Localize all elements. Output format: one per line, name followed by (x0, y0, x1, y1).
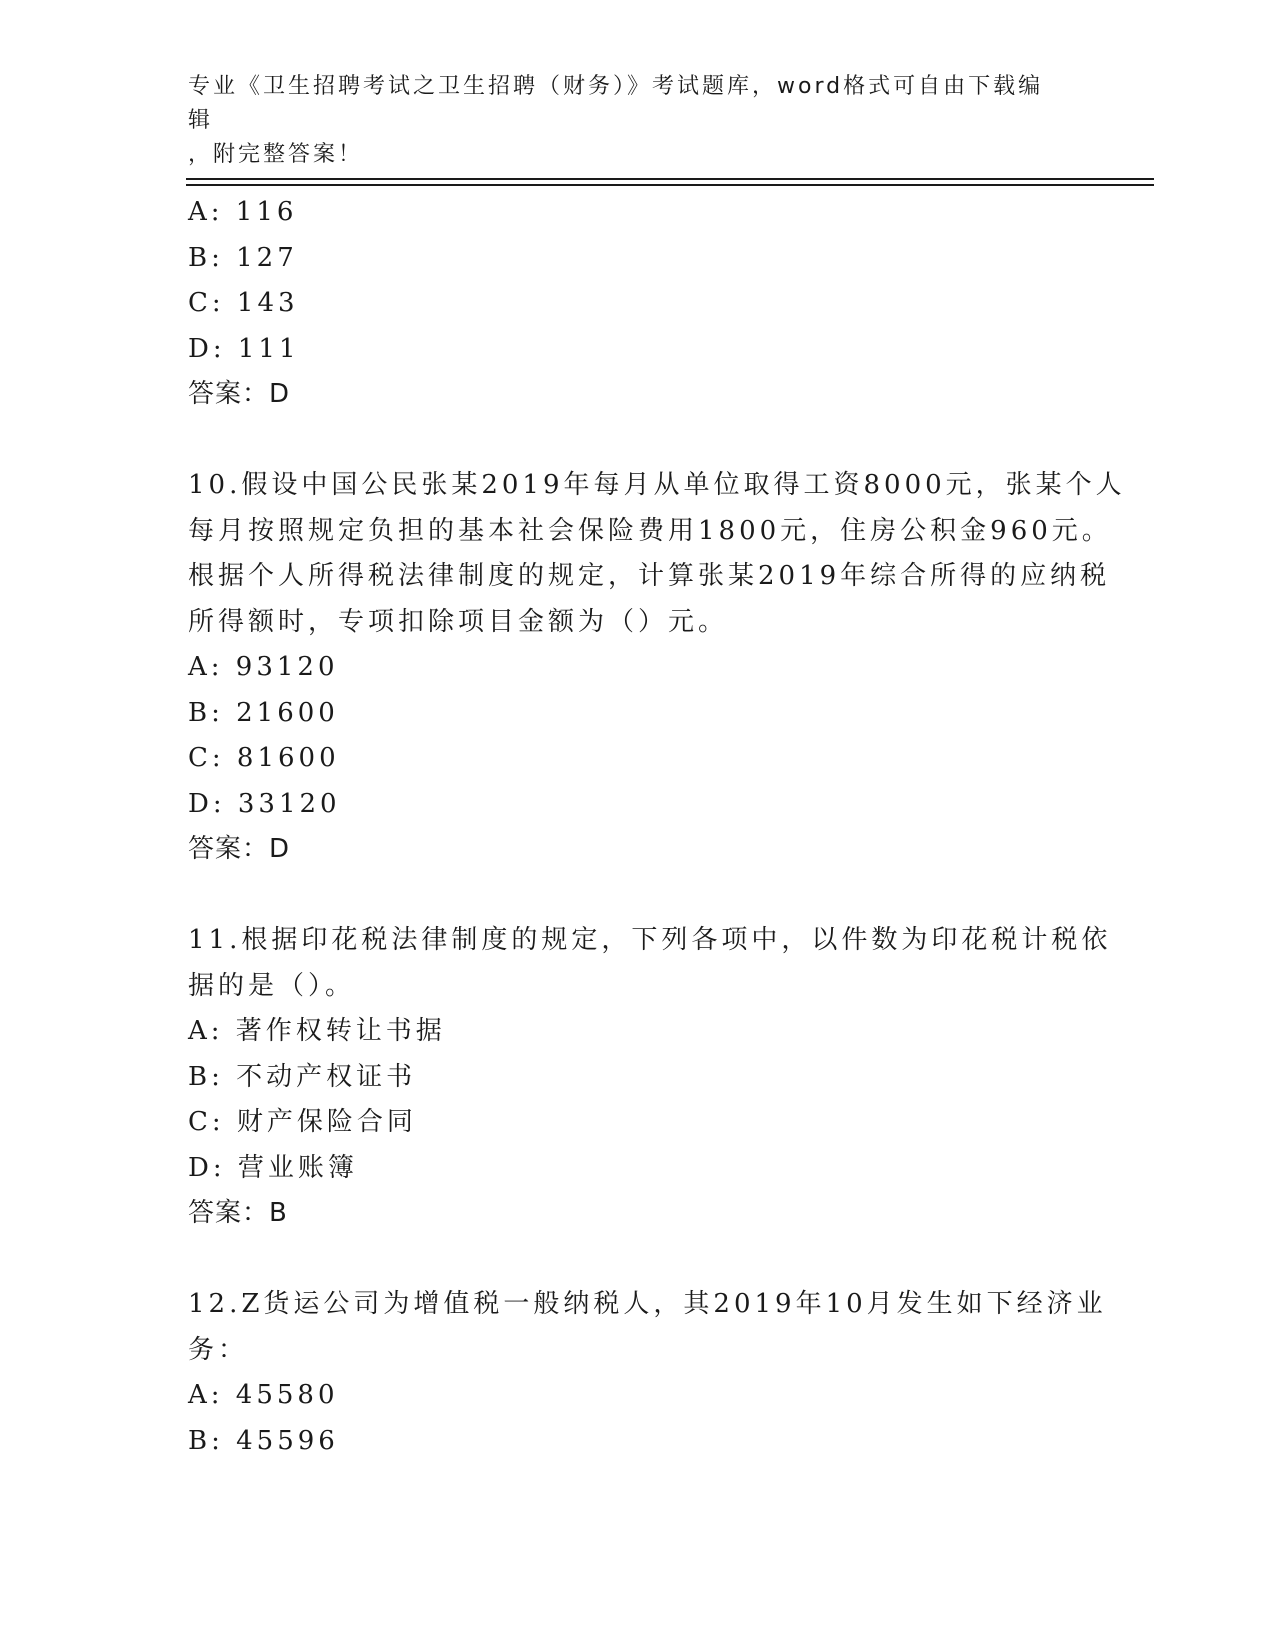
answer-label: 答案：B (188, 1198, 288, 1228)
header-divider-bottom (186, 184, 1154, 186)
option-a: A: 93120 (188, 652, 339, 682)
option-b: B: 127 (188, 242, 298, 273)
header-divider-top (186, 178, 1154, 180)
question-content (188, 190, 1126, 1464)
question-block-10 (188, 463, 1126, 873)
page-header (188, 70, 1068, 172)
block-spacer (188, 873, 1088, 919)
option-c: C: 财产保险合同 (188, 1107, 417, 1137)
question-text-line: 11.根据印花税法律制度的规定，下列各项中，以件数为印花税计税依 (188, 925, 1112, 955)
option-c: C: 81600 (188, 743, 340, 773)
header-line-2: ，附完整答案！ (188, 142, 364, 167)
option-b: B: 不动产权证书 (188, 1061, 417, 1092)
block-spacer (188, 418, 1088, 464)
option-a: A: 116 (188, 197, 298, 227)
option-d: D: 33120 (188, 788, 341, 819)
question-block-11 (188, 918, 1112, 1237)
block-spacer (188, 1237, 1088, 1283)
option-b: B: 21600 (188, 697, 339, 728)
question-block-9 (188, 190, 1088, 418)
question-text-line: 每月按照规定负担的基本社会保险费用1800元，住房公积金960元。 (188, 515, 1112, 546)
answer-label: 答案：D (188, 834, 291, 864)
answer-label: 答案：D (188, 379, 291, 409)
question-text-line: 据的是（）。 (188, 970, 356, 1001)
question-text-line: 务： (188, 1334, 249, 1365)
option-d: D: 营业账簿 (188, 1152, 358, 1183)
question-text-line: 10.假设中国公民张某2019年每月从单位取得工资8000元，张某个人 (188, 470, 1126, 500)
option-c: C: 143 (188, 288, 299, 318)
header-line-1: 专业《卫生招聘考试之卫生招聘（财务）》考试题库，word格式可自由下载编辑 (188, 74, 1044, 133)
option-a: A: 著作权转让书据 (188, 1016, 446, 1046)
option-a: A: 45580 (188, 1380, 339, 1410)
option-b: B: 45596 (188, 1425, 339, 1456)
question-block-12 (188, 1282, 1107, 1464)
option-d: D: 111 (188, 333, 300, 364)
question-text-line: 根据个人所得税法律制度的规定，计算张某2019年综合所得的应纳税 (188, 561, 1111, 591)
question-text-line: 12.Z货运公司为增值税一般纳税人，其2019年10月发生如下经济业 (188, 1289, 1107, 1319)
question-text-line: 所得额时，专项扣除项目金额为（）元。 (188, 606, 729, 637)
